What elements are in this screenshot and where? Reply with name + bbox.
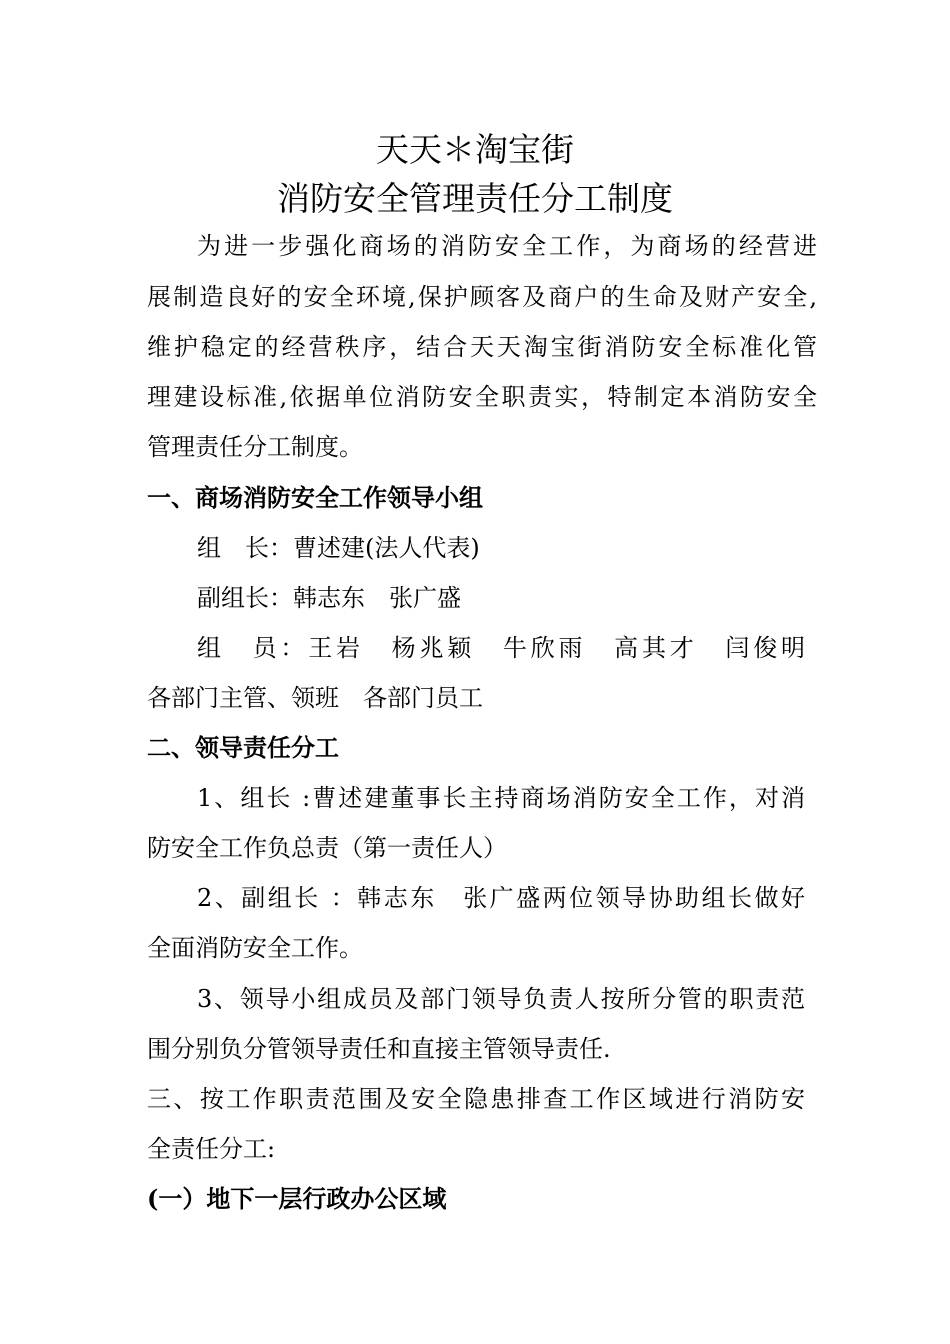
section3-heading-line2: 全责任分工: xyxy=(147,1135,276,1163)
section3-sub1: (一）地下一层行政办公区域 xyxy=(147,1184,447,1213)
document-title-line1: 天天＊淘宝街 xyxy=(376,130,574,169)
section2-heading: 二、领导责任分工 xyxy=(147,733,339,762)
section1-members-line2: 各部门主管、领班 各部门员工 xyxy=(147,684,483,712)
section3-heading-line1: 三、按工作职责范围及安全隐患排查工作区域进行消防安 xyxy=(147,1085,805,1113)
section1-members-line1: 组 员：王岩 杨兆颖 牛欣雨 高其才 闫俊明 xyxy=(197,634,805,662)
section2-item1-line1: 1、组长 :曹述建董事长主持商场消防安全工作，对消 xyxy=(197,784,805,812)
intro-line-2: 展制造良好的安全环境,保护顾客及商户的生命及财产安全, xyxy=(147,283,817,311)
intro-line-4: 理建设标准,依据单位消防安全职责实，特制定本消防安全 xyxy=(147,383,817,411)
section2-item3-line2: 围分别负分管领导责任和直接主管领导责任. xyxy=(147,1035,611,1063)
section1-heading: 一、商场消防安全工作领导小组 xyxy=(147,483,483,512)
document-title-line2: 消防安全管理责任分工制度 xyxy=(277,179,673,218)
section2-item1-line2: 防安全工作负总责（第一责任人） xyxy=(147,834,507,862)
section2-item2-line1: 2、副组长 ：韩志东 张广盛两位领导协助组长做好 xyxy=(197,884,805,912)
section2-item2-line2: 全面消防安全工作。 xyxy=(147,934,363,962)
intro-line-5: 管理责任分工制度。 xyxy=(147,433,363,461)
section1-leader: 组 长：曹述建(法人代表) xyxy=(197,534,480,562)
section1-deputy: 副组长：韩志东 张广盛 xyxy=(197,584,461,612)
intro-line-1: 为进一步强化商场的消防安全工作，为商场的经营进 xyxy=(197,232,817,260)
section2-item3-line1: 3、领导小组成员及部门领导负责人按所分管的职责范 xyxy=(197,985,805,1013)
intro-line-3: 维护稳定的经营秩序，结合天天淘宝街消防安全标准化管 xyxy=(147,333,817,361)
